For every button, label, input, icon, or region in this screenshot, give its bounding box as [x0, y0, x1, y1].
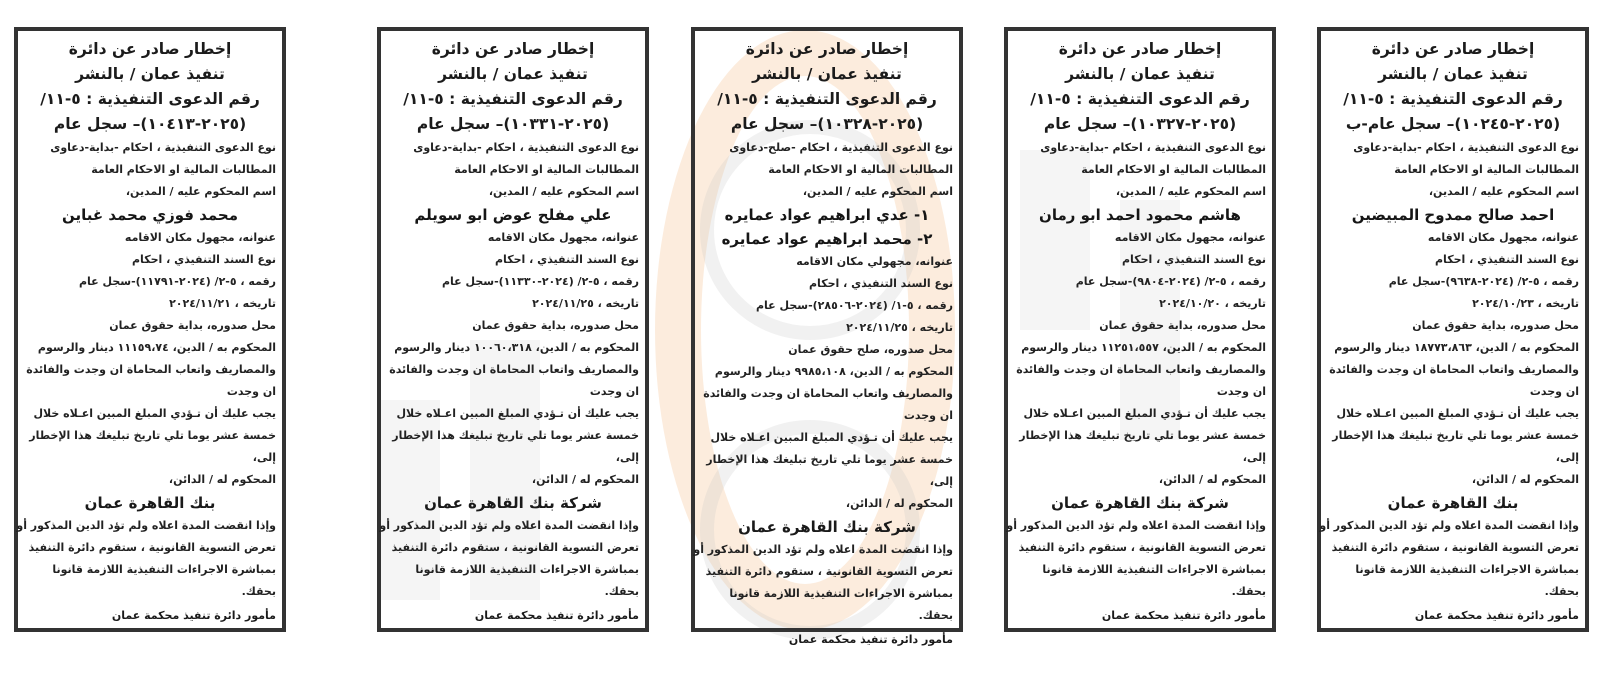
case-number-label: رقم الدعوى التنفيذية : ٥-١١/ — [1030, 90, 1250, 108]
creditor-label: المحكوم له / الدائن، — [531, 473, 639, 486]
warning-text: وإذا انقضت المدة اعلاه ولم تؤد الدين المذكور أو — [16, 519, 276, 532]
case-type-cont: المطالبات المالية او الاحكام العامة — [91, 163, 276, 176]
debtor-name-2: ٢- محمد ابراهيم عواد عمايره — [721, 230, 933, 248]
payment-instruction: يجب عليك أن تـؤدي المبلغ المبين اعـلاه خلال — [1336, 407, 1579, 420]
case-type: نوع الدعوى التنفيذية ، احكام -بداية-دعاوى — [413, 141, 639, 154]
payment-instruction: يجب عليك أن تـؤدي المبلغ المبين اعـلاه خلال — [396, 407, 639, 420]
debtor-name: محمد فوزي محمد غباين — [61, 206, 239, 224]
warning-text-4: بحقك. — [918, 609, 953, 622]
notice-header — [24, 37, 276, 137]
instrument-type: نوع السند التنفيذي ، احكام — [1122, 253, 1266, 266]
notice-title: إخطار صادر عن دائرة — [745, 40, 909, 58]
case-ref: (٢٠٢٥-١٠٣٣١)– سجل عام — [416, 115, 610, 133]
warning-text-4: بحقك. — [1231, 585, 1266, 598]
warning-text-4: بحقك. — [241, 585, 276, 598]
debtor-name: احمد صالح ممدوح المبيضين — [1351, 206, 1555, 224]
payment-instruction-cont: خمسة عشر يوما تلي تاريخ تبليغك هذا الإخطار — [392, 429, 639, 442]
case-type: نوع الدعوى التنفيذية ، احكام -بداية-دعاوى — [1040, 141, 1266, 154]
notice-card — [1317, 27, 1589, 632]
case-ref: (٢٠٢٥-١٠٢٤٥)– سجل عام-ب — [1345, 115, 1561, 133]
fees-line-cont: ان وجدت — [1216, 385, 1266, 398]
case-type-cont: المطالبات المالية او الاحكام العامة — [454, 163, 639, 176]
notice-header — [1327, 37, 1579, 137]
debtor-label: اسم المحكوم عليه / المدين، — [1428, 185, 1579, 198]
notice-subtitle: تنفيذ عمان / بالنشر — [1378, 65, 1528, 83]
warning-text: وإذا انقضت المدة اعلاه ولم تؤد الدين المذكور أو — [693, 543, 953, 556]
debtor-name: هاشم محمود احمد ابو رمان — [1039, 206, 1241, 224]
notice-subtitle: تنفيذ عمان / بالنشر — [752, 65, 902, 83]
instrument-number: رقمه ، ٥-٢/ (٢٠٢٤-٩٦٣٨)-سجل عام — [1388, 275, 1579, 288]
signature: مأمور دائرة تنفيذ محكمة عمان — [1414, 609, 1579, 622]
fees-line-cont: ان وجدت — [1529, 385, 1579, 398]
payment-instruction: يجب عليك أن تـؤدي المبلغ المبين اعـلاه خلال — [1023, 407, 1266, 420]
debt-amount: المحكوم به / الدين، ٩٩٨٥،١٠٨ دينار والرسوم — [714, 365, 953, 378]
payment-instruction: يجب عليك أن تـؤدي المبلغ المبين اعـلاه خلال — [710, 431, 953, 444]
payment-instruction-to: إلى، — [1555, 451, 1579, 464]
creditor-label: المحكوم له / الدائن، — [1158, 473, 1266, 486]
instrument-number: رقمه ، ٥-٢/ (٢٠٢٤-٩٨٠٤)-سجل عام — [1075, 275, 1266, 288]
fees-line: والمصاريف واتعاب المحاماة ان وجدت والفائدة — [1016, 363, 1266, 376]
debt-amount: المحكوم به / الدين، ١١٢٥١،٥٥٧ دينار والرسوم — [1021, 341, 1266, 354]
payment-instruction-to: إلى، — [615, 451, 639, 464]
signature: مأمور دائرة تنفيذ محكمة عمان — [788, 633, 953, 646]
warning-text-4: بحقك. — [1544, 585, 1579, 598]
notice-title: إخطار صادر عن دائرة — [431, 40, 595, 58]
instrument-date: تاريخه ، ٢٠٢٤/١١/٢١ — [169, 297, 276, 310]
debtor-label: اسم المحكوم عليه / المدين، — [125, 185, 276, 198]
creditor-name: شركة بنك القاهرة عمان — [424, 494, 602, 512]
notice-subtitle: تنفيذ عمان / بالنشر — [438, 65, 588, 83]
debtor-label: اسم المحكوم عليه / المدين، — [488, 185, 639, 198]
payment-instruction-cont: خمسة عشر يوما تلي تاريخ تبليغك هذا الإخطار — [29, 429, 276, 442]
notice-subtitle: تنفيذ عمان / بالنشر — [75, 65, 225, 83]
warning-text-4: بحقك. — [604, 585, 639, 598]
fees-line-cont: ان وجدت — [903, 409, 953, 422]
notice-title: إخطار صادر عن دائرة — [1371, 40, 1535, 58]
debtor-address: عنوانه، مجهول مكان الاقامه — [124, 231, 276, 244]
warning-text-3: بمباشرة الاجراءات التنفيذية اللازمة قانونا — [1042, 563, 1266, 576]
case-type-cont: المطالبات المالية او الاحكام العامة — [1081, 163, 1266, 176]
creditor-name: شركة بنك القاهرة عمان — [1051, 494, 1229, 512]
case-type-cont: المطالبات المالية او الاحكام العامة — [768, 163, 953, 176]
warning-text-2: تعرض التسوية القانونية ، ستقوم دائرة التنفيذ — [391, 541, 639, 554]
warning-text-3: بمباشرة الاجراءات التنفيذية اللازمة قانونا — [415, 563, 639, 576]
instrument-number: رقمه ، ٥-٢/ (٢٠٢٤-١١٣٣٠)-سجل عام — [441, 275, 639, 288]
debtor-name: علي مفلح عوض ابو سويلم — [414, 206, 612, 224]
debtor-label: اسم المحكوم عليه / المدين، — [1115, 185, 1266, 198]
creditor-label: المحكوم له / الدائن، — [168, 473, 276, 486]
fees-line-cont: ان وجدت — [226, 385, 276, 398]
case-type: نوع الدعوى التنفيذية ، احكام -صلح-دعاوى — [729, 141, 953, 154]
payment-instruction-cont: خمسة عشر يوما تلي تاريخ تبليغك هذا الإخطار — [1332, 429, 1579, 442]
debt-amount: المحكوم به / الدين، ١٠٠٦٠،٣١٨ دينار والرسوم — [394, 341, 639, 354]
notice-header — [701, 37, 953, 137]
case-ref: (٢٠٢٥-١٠٤١٣)– سجل عام — [53, 115, 247, 133]
payment-instruction: يجب عليك أن تـؤدي المبلغ المبين اعـلاه خلال — [33, 407, 276, 420]
instrument-type: نوع السند التنفيذي ، احكام — [1435, 253, 1579, 266]
debtor-address: عنوانه، مجهول مكان الاقامه — [487, 231, 639, 244]
case-number-label: رقم الدعوى التنفيذية : ٥-١١/ — [40, 90, 260, 108]
fees-line: والمصاريف واتعاب المحاماة ان وجدت والفائدة — [26, 363, 276, 376]
case-number-label: رقم الدعوى التنفيذية : ٥-١١/ — [403, 90, 623, 108]
notice-title: إخطار صادر عن دائرة — [68, 40, 232, 58]
instrument-type: نوع السند التنفيذي ، احكام — [495, 253, 639, 266]
case-number-label: رقم الدعوى التنفيذية : ٥-١١/ — [1343, 90, 1563, 108]
instrument-date: تاريخه ، ٢٠٢٤/١٠/٢٣ — [1472, 297, 1579, 310]
case-ref: (٢٠٢٥-١٠٣٢٨)– سجل عام — [730, 115, 924, 133]
payment-instruction-to: إلى، — [252, 451, 276, 464]
payment-instruction-to: إلى، — [929, 475, 953, 488]
case-number-label: رقم الدعوى التنفيذية : ٥-١١/ — [717, 90, 937, 108]
warning-text-2: تعرض التسوية القانونية ، ستقوم دائرة التنفيذ — [1018, 541, 1266, 554]
payment-instruction-cont: خمسة عشر يوما تلي تاريخ تبليغك هذا الإخطار — [1019, 429, 1266, 442]
fees-line: والمصاريف واتعاب المحاماة ان وجدت والفائدة — [389, 363, 639, 376]
warning-text-3: بمباشرة الاجراءات التنفيذية اللازمة قانونا — [729, 587, 953, 600]
issued-by: محل صدوره، بداية حقوق عمان — [472, 319, 639, 332]
signature: مأمور دائرة تنفيذ محكمة عمان — [1101, 609, 1266, 622]
instrument-date: تاريخه ، ٢٠٢٤/١٠/٢٠ — [1159, 297, 1266, 310]
creditor-name: بنك القاهرة عمان — [1387, 494, 1519, 512]
payment-instruction-cont: خمسة عشر يوما تلي تاريخ تبليغك هذا الإخطار — [706, 453, 953, 466]
notice-title: إخطار صادر عن دائرة — [1058, 40, 1222, 58]
notices-strip — [14, 27, 1589, 646]
warning-text-3: بمباشرة الاجراءات التنفيذية اللازمة قانونا — [52, 563, 276, 576]
fees-line: والمصاريف واتعاب المحاماة ان وجدت والفائدة — [1329, 363, 1579, 376]
issued-by: محل صدوره، بداية حقوق عمان — [109, 319, 276, 332]
warning-text: وإذا انقضت المدة اعلاه ولم تؤد الدين المذكور أو — [1319, 519, 1579, 532]
debtor-address: عنوانه، مجهول مكان الاقامه — [1427, 231, 1579, 244]
warning-text-2: تعرض التسوية القانونية ، ستقوم دائرة التنفيذ — [1331, 541, 1579, 554]
instrument-type: نوع السند التنفيذي ، احكام — [809, 277, 953, 290]
case-ref: (٢٠٢٥-١٠٣٢٧)– سجل عام — [1043, 115, 1237, 133]
instrument-number: رقمه ، ٥-١/ (٢٠٢٤-٢٨٥٠٦)-سجل عام — [755, 299, 953, 312]
debtor-label: اسم المحكوم عليه / المدين، — [802, 185, 953, 198]
payment-instruction-to: إلى، — [1242, 451, 1266, 464]
instrument-date: تاريخه ، ٢٠٢٤/١١/٢٥ — [532, 297, 639, 310]
signature: مأمور دائرة تنفيذ محكمة عمان — [474, 609, 639, 622]
debtor-address: عنوانه، مجهولي مكان الاقامه — [796, 255, 953, 268]
issued-by: محل صدوره، بداية حقوق عمان — [1412, 319, 1579, 332]
notice-header — [1014, 37, 1266, 137]
notice-card — [14, 27, 286, 632]
debt-amount: المحكوم به / الدين، ١١١٥٩،٧٤ دينار والرسوم — [37, 341, 276, 354]
notice-card — [691, 27, 963, 646]
notice-subtitle: تنفيذ عمان / بالنشر — [1065, 65, 1215, 83]
debtor-address: عنوانه، مجهول مكان الاقامه — [1114, 231, 1266, 244]
warning-text-3: بمباشرة الاجراءات التنفيذية اللازمة قانونا — [1355, 563, 1579, 576]
creditor-label: المحكوم له / الدائن، — [1471, 473, 1579, 486]
notice-header — [387, 37, 639, 137]
debtor-name-1: ١- عدي ابراهيم عواد عمايره — [724, 206, 930, 224]
notice-card — [1004, 27, 1276, 632]
creditor-name: شركة بنك القاهرة عمان — [738, 518, 916, 536]
instrument-number: رقمه ، ٥-٢/ (٢٠٢٤-١١٧٩١)-سجل عام — [78, 275, 276, 288]
case-type: نوع الدعوى التنفيذية ، احكام -بداية-دعاوى — [50, 141, 276, 154]
case-type-cont: المطالبات المالية او الاحكام العامة — [1394, 163, 1579, 176]
creditor-name: بنك القاهرة عمان — [84, 494, 216, 512]
fees-line: والمصاريف واتعاب المحاماة ان وجدت والفائدة — [703, 387, 953, 400]
notice-card — [377, 27, 649, 632]
warning-text-2: تعرض التسوية القانونية ، ستقوم دائرة التنفيذ — [28, 541, 276, 554]
case-type: نوع الدعوى التنفيذية ، احكام -بداية-دعاوى — [1353, 141, 1579, 154]
issued-by: محل صدوره، بداية حقوق عمان — [1099, 319, 1266, 332]
issued-by: محل صدوره، صلح حقوق عمان — [788, 343, 953, 356]
instrument-type: نوع السند التنفيذي ، احكام — [132, 253, 276, 266]
debt-amount: المحكوم به / الدين، ١٨٧٧٣،٨٦٣ دينار والرسوم — [1334, 341, 1579, 354]
signature: مأمور دائرة تنفيذ محكمة عمان — [111, 609, 276, 622]
warning-text: وإذا انقضت المدة اعلاه ولم تؤد الدين المذكور أو — [1006, 519, 1266, 532]
instrument-date: تاريخه ، ٢٠٢٤/١١/٢٥ — [846, 321, 953, 334]
creditor-label: المحكوم له / الدائن، — [845, 497, 953, 510]
fees-line-cont: ان وجدت — [589, 385, 639, 398]
warning-text-2: تعرض التسوية القانونية ، ستقوم دائرة التنفيذ — [705, 565, 953, 578]
warning-text: وإذا انقضت المدة اعلاه ولم تؤد الدين المذكور أو — [379, 519, 639, 532]
